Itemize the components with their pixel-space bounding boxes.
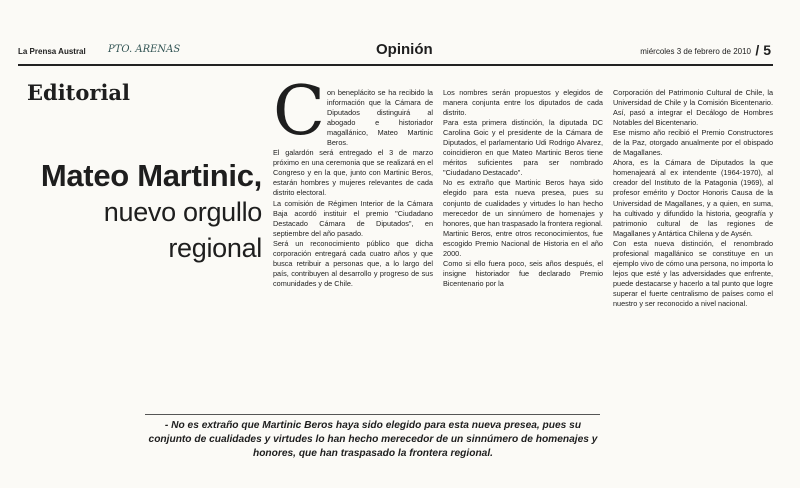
drop-cap: C [273, 72, 326, 151]
paragraph: Los nombres serán propuestos y elegidos de manera conjunta entre los diputados de cada distrito. [443, 88, 603, 118]
article-column-3 [613, 88, 773, 309]
headline-line-1: Mateo Martinic, [40, 158, 262, 193]
paragraph: Con esta nueva distinción, el renombrado profesional magallánico se constituye en un ejemplo vivo de cómo una persona, no importa lo lejos que esté y las adversidades que enfrente, puede destacarse y hacerlo a tal punto que logre superar el fuerte centralismo de países como el nuestro y ser reconocido a nivel nacional. [613, 238, 773, 308]
editorial-label: Editorial [27, 80, 131, 105]
paragraph: No es extraño que Martinic Beros haya sido elegido para esta nueva presea, pues su conjunto de cualidades y virtudes lo han hecho merecedor de un sinnúmero de homenajes y honores, que han traspasado la frontera regional. [443, 178, 603, 228]
handwritten-note: PTO. ARENAS [108, 44, 181, 55]
page-header [18, 38, 773, 62]
paragraph: El galardón será entregado el 3 de marzo próximo en una ceremonia que se realizará en el Congreso y en la que, junto con Martinic Beros, estarán hombres y mujeres relevantes de cada distrito electoral. [273, 148, 433, 198]
article-column-2 [443, 88, 603, 289]
pull-quote: - No es extraño que Martinic Beros haya sido elegido para esta nueva presea, pues su conjunto de cualidades y virtudes lo han hecho merecedor de un sinnúmero de homenajes y honores, que han traspasado la frontera regional. [148, 420, 598, 459]
paragraph: Será un reconocimiento público que dicha corporación entregará cada cuatro años y que busca retribuir a personas que, a lo largo del país, contribuyen al desarrollo y progreso de sus comunidades y de Chile. [273, 238, 433, 288]
pull-quote-rule [145, 414, 600, 415]
headline [40, 158, 262, 266]
page-number: / 5 [755, 42, 771, 58]
paragraph: Para esta primera distinción, la diputada DC Carolina Goic y el presidente de la Cámara de Diputados, el parlamentario Udi Rodrigo Alvarez, coincidieron en que Mateo Martinic Beros tiene méritos suficientes para ser nombrado "Ciudadano Destacado". [443, 118, 603, 178]
paragraph: Ese mismo año recibió el Premio Constructores de la Paz, otorgado anualmente por el obispado de Magallanes. [613, 128, 773, 158]
issue-date: miércoles 3 de febrero de 2010 [640, 47, 751, 56]
paragraph: Como si ello fuera poco, seis años después, el insigne historiador fue declarado Premio Bicentenario por la [443, 258, 603, 288]
publication-name: La Prensa Austral [18, 47, 86, 56]
paragraph: Martinic Beros, entre otros reconocimientos, fue escogido Premio Nacional de Historia en el año 2000. [443, 228, 603, 258]
paragraph: Corporación del Patrimonio Cultural de Chile, la Universidad de Chile y la Comisión Bicentenario. Así, pasó a integrar el Decálogo de Hombres Notables del Bicentenario. [613, 88, 773, 128]
paragraph: La comisión de Régimen Interior de la Cámara Baja acordó instituir el premio "Ciudadano Destacado Cámara de Diputados", en septiembre del año pasado. [273, 198, 433, 238]
section-title: Opinión [376, 41, 433, 58]
paragraph: on beneplácito se ha recibido la información que la Cámara de Diputados distinguirá al abogado e historiador magallánico, Mateo Martinic Beros. [327, 88, 433, 148]
headline-line-2: nuevo orgullo [103, 197, 262, 227]
article-column-1 [273, 88, 433, 289]
headline-line-3: regional [168, 233, 262, 263]
paragraph: Ahora, es la Cámara de Diputados la que homenajeará al ex intendente (1964-1970), al creador del Instituto de la Patagonia (1969), al profesor emérito y Doctor Honoris Causa de la Universidad de Magallanes, y a quien, en suma, ha cultivado y difundido la historia, geografía y patrimonio cultural de las regiones de Magallanes y Antártica Chilena y de Aysén. [613, 158, 773, 238]
header-rule [18, 64, 773, 66]
